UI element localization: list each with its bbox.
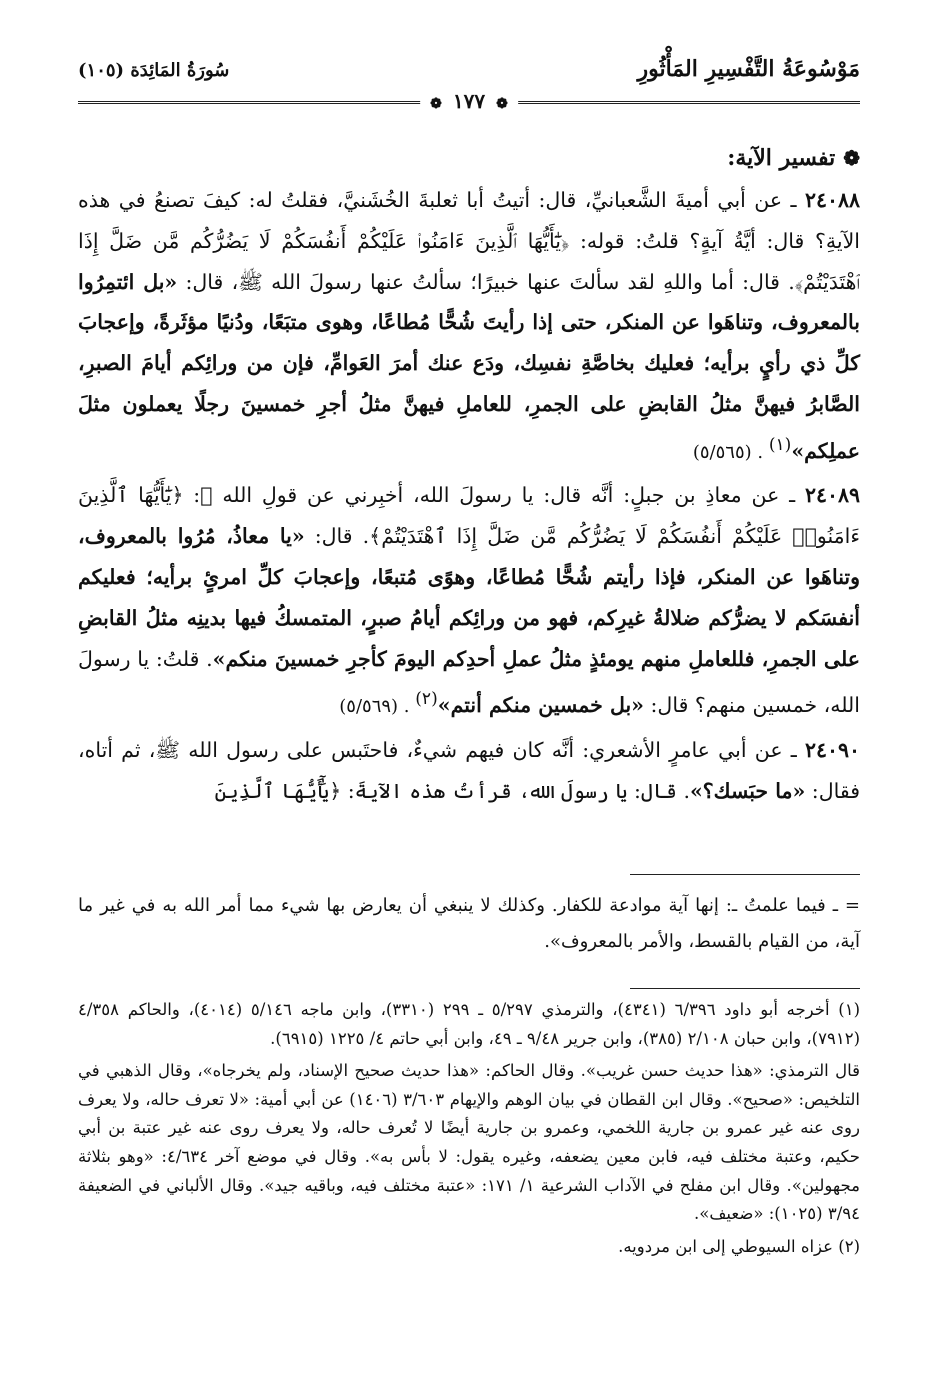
hadith-text: ـ عن أبي أميةَ الشَّعبانيِّ، قال: أتيتُ أبا ثعلبةَ الخُشَنيَّ، فقلتُ له: كيفَ تصنعُ في هذه الآيةِ؟ قال: أيَّةُ آيةٍ؟ قلتُ: قوله: ﴿يَٰٓأَيُّهَا ٱلَّذِينَ ءَامَنُوا۟ عَلَيْكُمْ أَنفُسَكُمْ لَا يَضُرُّكُم مَّن ضَلَّ إِذَا ٱهْتَدَيْتُمْ﴾. قال: أما واللهِ لقد سألتَ عنها خبيرًا؛ سألتُ عنها رسولَ الله ﷺ، قال: — [78, 188, 860, 294]
page-number: ١٧٧ — [452, 89, 486, 113]
hadith-text: ـ عن أبي عامرٍ الأشعري: أنَّه كان فيهم شيءٌ، فاحتَبس على رسول الله ﷺ، ثم أتاه، فقال: — [78, 738, 860, 803]
header-rule — [78, 89, 860, 113]
footnote-mark[interactable]: (١) — [768, 434, 792, 455]
hadith-number: ٢٤٠٨٨ — [804, 188, 860, 212]
hadith-text: . قال: يا رسولَ الله، قرأتُ هذه الآيةَ: ﴿يَٰٓأَيُّهَا ٱلَّذِينَ — [214, 778, 690, 803]
source-ref: . (٥/٥٦٩) — [339, 696, 416, 718]
source-ref: . (٥/٥٦٥) — [692, 441, 769, 463]
footnote-separator — [630, 988, 860, 989]
footnotes — [78, 996, 860, 1265]
hadith-24088 — [78, 180, 860, 473]
surah-label: سُورَةُ المَائِدَة (١٠٥) — [78, 60, 230, 81]
footnote-1: (١) أخرجه أبو داود ٦/٣٩٦ (٤٣٤١)، والترمذي ٥/٢٩٧ ـ ٢٩٩ (٣٣١٠)، وابن ماجه ٥/١٤٦ (٤٠١٤)، والحاكم ٤/٣٥٨ (٧٩١٢)، وابن حبان ٢/١٠٨ (٣٨٥)، وابن جرير ٩/٤٨ ـ ٤٩، وابن أبي حاتم ٤/ ١٢٢٥ (٦٩١٥). — [78, 1000, 860, 1048]
main-content — [78, 140, 860, 812]
running-header — [78, 56, 860, 92]
hadith-text: . قلتُ: يا رسولَ الله، خمسين منهم؟ قال: — [78, 646, 860, 718]
hadith-quote: «بل ائتمِرُوا بالمعروف، وتناهَوا عن المنكر، حتى إذا رأيتَ شُحًّا مُطاعًا، وهوى متبَعًا، ودُنيًا مؤثَرةً، وإعجابَ كلِّ ذي رأيٍ برأيه؛ فعليك بخاصَّةِ نفسِك، ودَع عنك أمرَ العَوامِّ، فإن من ورائِكم أيامَ الصبرِ، الصَّابرُ فيهنَّ مثلُ القابضِ على الجمرِ، للعاملِ فيهنَّ مثلُ أجرِ خمسينَ رجلًا يعملون مثلَ عملِكم» — [78, 269, 860, 463]
footnote-2: (٢) عزاه السيوطي إلى ابن مردويه. — [618, 1236, 860, 1256]
hadith-quote: «يا معاذُ، مُرُوا بالمعروف، وتناهَوا عن المنكر، فإذا رأيتم شُحًّا مُطاعًا، وهوًى مُتبعًا، وإعجابَ كلِّ امرئٍ برأيه؛ فعليكم أنفسَكم لا يضرُّكم ضلالةُ غيرِكم، فهو من ورائِكم أيامُ صبرٍ، المتمسكُ فيها بدينِه مثلُ القابضِ على الجمرِ، فللعاملِ منهم يومئذٍ مثلُ عملِ أحدِكم اليومَ كأجرِ خمسينَ منكم» — [78, 524, 860, 671]
hadith-24089 — [78, 475, 860, 728]
hadith-quote: «بل خمسين منكم أنتم» — [437, 693, 644, 718]
hadith-quote: «ما حبَسك؟» — [689, 778, 806, 803]
continued-footnote: = ـ فيما علمتُ ـ: إنها آية موادعة للكفار. وكذلك لا ينبغي أن يعارض بها شيء مما أمر الله به في غير ما آية، من القيام بالقسط، والأمر بالمعروف». — [78, 895, 860, 952]
footnote-mark[interactable]: (٢) — [415, 689, 438, 710]
ornament-icon: ❁ — [496, 96, 508, 112]
footnote-1-commentary: قال الترمذي: «هذا حديث حسن غريب». وقال الحاكم: «هذا حديث صحيح الإسناد، ولم يخرجاه»، وقال الذهبي في التلخيص: «صحيح». وقال ابن القطان في بيان الوهم والإيهام ٣/٦٠٣ (١٤٠٦) عن أبي أمية: «لا تعرف حاله، ولا يعرف روى عنه غير عمرو بن جارية اللخمي، وعمرو بن جارية أيضًا لا تُعرف حاله، ولا يعرف روى عنه غير عتبة بن أبي حكيم، وعتبة مختلف فيه، فابن معين يضعفه، وغيره يقول: لا بأس به». وقال في موضع آخر ٤/٦٣٤: «وهو بثلاثة مجهولين». وقال ابن مفلح في الآداب الشرعية ١/ ١٧١: «عتبة مختلف فيه، وباقيه جيد». وقال الألباني في الضعيفة ٣/٩٤ (١٠٢٥): «ضعيف». — [78, 1061, 860, 1224]
section-title: تفسير الآية: — [727, 145, 836, 171]
hadith-number: ٢٤٠٩٠ — [804, 738, 860, 763]
hadith-number: ٢٤٠٨٩ — [804, 483, 860, 508]
hadith-text: ـ عن معاذِ بن جبلٍ: أنَّه قال: يا رسولَ الله، أخبِرني عن قولِ الله ﷻ: ﴿يَٰٓأَيُّهَا ٱلَّذِينَ ءَامَنُوا۟ عَلَيْكُمْ أَنفُسَكُمْ لَا يَضُرُّكُم مَّن ضَلَّ إِذَا ٱهْتَدَيْتُمْ﴾. قال: — [78, 483, 860, 549]
footnote-separator — [630, 874, 860, 875]
flower-ornament-icon: ❁ — [843, 146, 860, 170]
section-heading — [78, 140, 860, 176]
ornament-icon: ❁ — [430, 96, 442, 112]
hadith-24090 — [78, 730, 860, 812]
header-rule-left — [78, 101, 433, 104]
header-rule-right — [505, 101, 860, 104]
book-title: مَوْسُوعَةُ التَّفْسِيرِ المَأْثُورِ — [637, 56, 860, 82]
page-number-block — [420, 89, 518, 113]
